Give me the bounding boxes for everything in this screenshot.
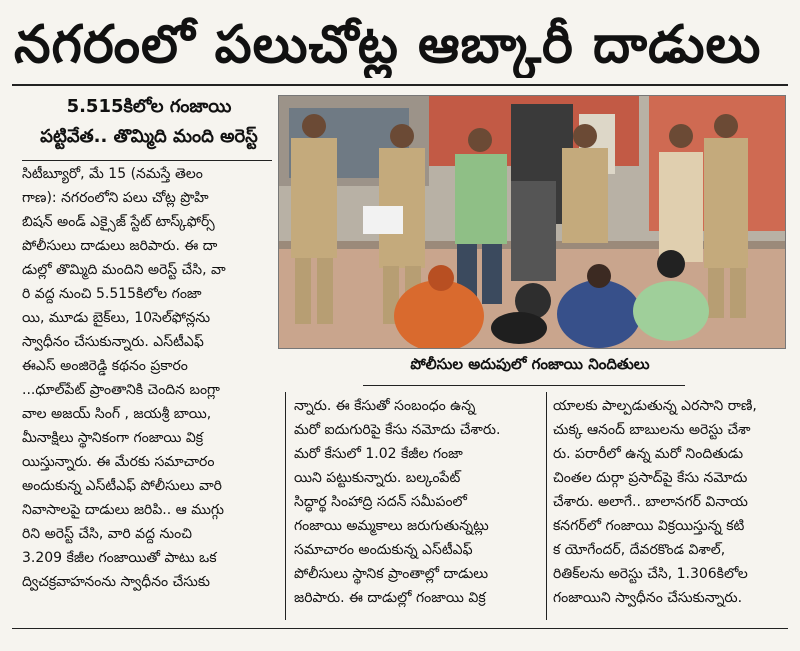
article-line: జరిపారు. ఈ దాడుల్లో గంజాయి విక్ర bbox=[294, 590, 486, 606]
article-line: కనగర్‌లో గంజాయి విక్రయిస్తున్న కటి bbox=[553, 518, 745, 534]
article-line: చింతల దుర్గా ప్రసాద్‌పై కేసు నమోదు bbox=[553, 470, 748, 486]
article-line: మీనాక్షిలు స్థానికంగా గంజాయి విక్ర bbox=[22, 430, 204, 446]
news-photo bbox=[278, 95, 786, 349]
article-line: ఈఎస్ అంజిరెడ్డి కథనం ప్రకారం bbox=[22, 358, 188, 374]
article-line: రు. పరారీలో ఉన్న మరో నిందితుడు bbox=[553, 446, 744, 462]
article-line: చేశారు. అలాగే.. బాలానగర్ వినాయ bbox=[553, 494, 748, 510]
subheadline-line-2: పట్టివేత.. తొమ్మిది మంది అరెస్ట్ bbox=[40, 126, 258, 147]
article-line: యిస్తున్నారు. ఈ మేరకు సమాచారం bbox=[22, 454, 215, 470]
article-line: రి వద్ద నుంచి 5.515కిలోల గంజా bbox=[22, 286, 202, 302]
article-line: సిటీబ్యూరో, మే 15 (నమస్తే తెలం bbox=[22, 166, 203, 182]
article-line: న్నారు. ఈ కేసుతో సంబంధం ఉన్న bbox=[294, 398, 476, 414]
article-line: సిద్ధార్థ సింహాద్రి సదన్ సమీపంలో bbox=[294, 494, 467, 510]
article-line: రితిక్‌లను అరెస్టు చేసి, 1.306కిలోల bbox=[553, 566, 748, 582]
article-line: డుల్లో తొమ్మిది మందిని అరెస్ట్ చేసి, వా bbox=[22, 262, 226, 278]
subheadline-rule bbox=[22, 160, 272, 161]
article-line: చుక్క ఆనంద్ బాబులను అరెస్టు చేశా bbox=[553, 422, 751, 438]
article-line: గంజాయిని స్వాధీనం చేసుకున్నారు. bbox=[553, 590, 743, 606]
column-divider-1 bbox=[285, 392, 286, 620]
article-line: గంజాయి అమ్మకాలు జరుగుతున్నట్లు bbox=[294, 518, 489, 534]
article-line: మరో కేసులో 1.02 కేజీల గంజా bbox=[294, 446, 463, 462]
article-line: వాల అజయ్ సింగ్ , జయశ్రీ బాయి, bbox=[22, 406, 212, 422]
article-line: 3.209 కేజీల గంజాయితో పాటు ఒక bbox=[22, 550, 217, 566]
headline: నగరంలో పలుచోట్ల ఆబ్కారీ దాడులు bbox=[14, 15, 762, 75]
article-line: క యోగేందర్, దేవరకొండ విశాల్, bbox=[553, 542, 726, 558]
article-line: సమాచారం అందుకున్న ఎస్‌టీఎఫ్ bbox=[294, 542, 473, 558]
photo-caption: పోలీసుల అదుపులో గంజాయి నిందితులు bbox=[410, 355, 650, 373]
subheadline-line-1: 5.515కిలోల గంజాయి bbox=[66, 96, 232, 117]
article-line: ద్విచక్రవాహనంను స్వాధీనం చేసుకు bbox=[22, 574, 211, 590]
article-line: నివాసాలపై దాడులు జరిపి.. ఆ ముగ్గు bbox=[22, 502, 224, 518]
article-column-3 bbox=[553, 394, 788, 610]
article-line: బిషన్ అండ్ ఎక్సైజ్ స్టేట్ టాస్క్‌ఫోర్స్ bbox=[22, 214, 215, 230]
column-divider-2 bbox=[546, 392, 547, 620]
article-line: యిని పట్టుకున్నారు. బల్కంపేట్ bbox=[294, 470, 461, 486]
article-line: మరో ఐదుగురిపై కేసు నమోదు చేశారు. bbox=[294, 422, 501, 438]
article-line: పోలీసులు దాడులు జరిపారు. ఈ దా bbox=[22, 238, 218, 254]
article-line: యి, మూడు బైక్‌లు, 10సెల్‌ఫోన్లను bbox=[22, 310, 211, 326]
article-column-2 bbox=[294, 394, 539, 610]
article-line: ...ధూల్‌పేట్ ప్రాంతానికి చెందిన బంగ్లా bbox=[22, 382, 220, 398]
article-line: పోలీసులు స్థానిక ప్రాంతాల్లో దాడులు bbox=[294, 566, 489, 582]
caption-rule bbox=[363, 385, 685, 386]
article-line: యాలకు పాల్పడుతున్న ఎరసాని రాణి, bbox=[553, 398, 757, 414]
headline-rule bbox=[12, 84, 788, 86]
article-line: స్వాధీనం చేసుకున్నారు. ఎస్‌టీఎఫ్ bbox=[22, 334, 204, 350]
police-arrest-photo bbox=[279, 96, 785, 348]
article-line: గాణ): నగరంలోని పలు చోట్ల ప్రొహి bbox=[22, 190, 209, 206]
article-column-1 bbox=[22, 162, 276, 594]
bottom-rule bbox=[12, 628, 788, 629]
article-line: అందుకున్న ఎస్‌టీఎఫ్ పోలీసులు వారి bbox=[22, 478, 222, 494]
article-line: రిని అరెస్ట్ చేసి, వారి వద్ద నుంచి bbox=[22, 526, 192, 542]
